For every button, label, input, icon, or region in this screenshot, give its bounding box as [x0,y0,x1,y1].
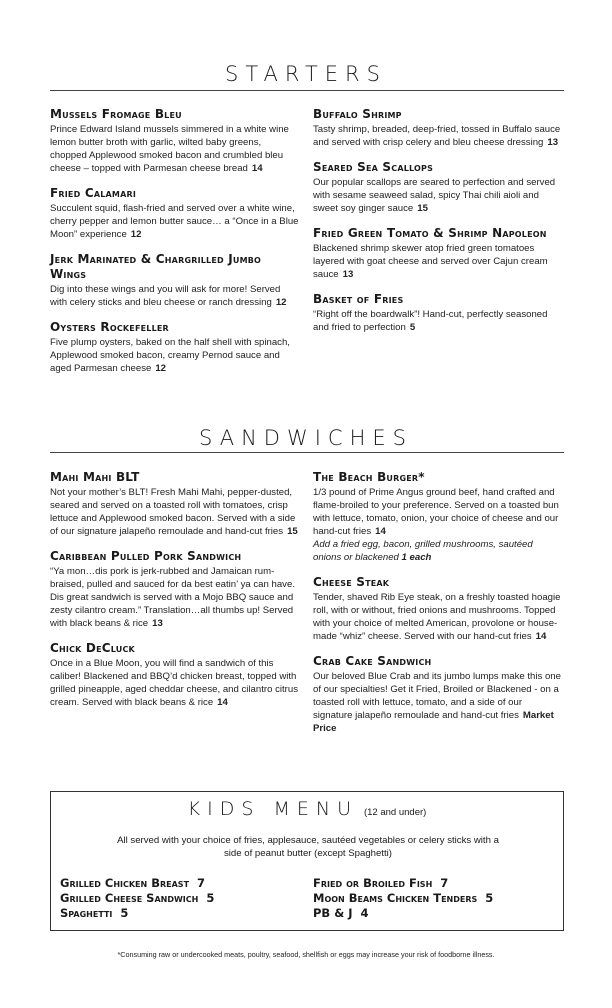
menu-item-description [313,308,563,334]
menu-item-name: Fried Green Tomato & Shrimp Napoleon [313,226,547,240]
kids-item-name: Moon Beams Chicken Tenders [313,891,478,905]
menu-item-price: 13 [152,618,163,629]
kids-menu-title: KIDS MENU [187,798,358,820]
menu-item-desc-text: “Ya mon…dis pork is jerk-rubbed and Jamaican rum-braised, pulled and sauced for da best eatin’ ya can have. Dis great sandwich is served with a Mojo BBQ sauce and zesty cilantro cream.” Translation…all thumbs up! Served with black beans & rice [50,566,295,629]
kids-item-name: Grilled Chicken Breast [60,876,190,890]
kids-item-price: 5 [120,906,129,920]
menu-item-price: 14 [375,526,386,537]
kids-item-name: Fried or Broiled Fish [313,876,433,890]
menu-item-name: Seared Sea Scallops [313,160,434,174]
menu-item [313,226,563,281]
menu-item-desc-text: Prince Edward Island mussels simmered in a white wine lemon butter broth with garlic, wilted baby greens, chopped Applewood smoked bacon and crumbled bleu cheese – topped with Parmesan cheese bread [50,124,289,174]
kids-item-price: 5 [206,891,215,905]
menu-item-description [50,202,300,241]
kids-item-name: Grilled Cheese Sandwich [60,891,199,905]
kids-menu-item [313,891,553,906]
menu-item-price: 14 [535,631,547,642]
kids-item-name: Spaghetti [60,906,113,920]
menu-item-description [50,486,300,538]
menu-item-name: Oysters Rockefeller [50,320,169,334]
menu-item-price: Market Price [313,710,554,734]
menu-item-name: Jerk Marinated & Chargrilled Jumbo Wings [50,252,262,281]
kids-right-column [313,876,553,921]
menu-item-name: Mahi Mahi BLT [50,470,140,484]
menu-item-desc-text: 1/3 pound of Prime Angus ground beef, hand crafted and flame-broiled to your preference. Served on a toasted bun with lettuce, tomato, onion, your choice of cheese and our hand-cut fries [313,487,559,537]
menu-item-desc-text: Dig into these wings and you will ask for more! Served with celery sticks and bleu cheese or ranch dressing [50,284,281,308]
menu-item [50,470,300,538]
kids-menu-intro: All served with your choice of fries, applesauce, sautéed vegetables or celery sticks with a side of peanut butter (except Spaghetti) [117,835,499,859]
menu-item-description [50,336,300,375]
menu-item-price: 12 [155,363,167,374]
menu-item-description [50,565,300,630]
menu-item-name: Mussels Fromage Bleu [50,107,182,121]
kids-left-column [60,876,300,921]
menu-item-name: Cheese Steak [313,575,390,589]
menu-item-desc-text: Blackened shrimp skewer atop fried green tomatoes layered with goat cheese and served over Cajun cream sauce [313,243,548,280]
menu-item-price: 14 [251,163,263,174]
kids-menu-item [60,906,300,921]
menu-item-desc-text: Succulent squid, flash-fried and served over a white wine, cherry pepper and lemon butter sauce… a “Once in a Blue Moon” experience [50,203,299,240]
kids-menu-subtitle: (12 and under) [363,807,427,818]
menu-item [313,160,563,215]
menu-item [313,575,563,643]
menu-item-description [313,123,563,149]
menu-item-price: 15 [417,203,428,214]
sandwiches-right-column [313,470,563,746]
menu-item-name: Basket of Fries [313,292,404,306]
menu-item-price: 13 [547,137,559,148]
sandwiches-divider [50,452,564,453]
menu-item-desc-text: Not your mother’s BLT! Fresh Mahi Mahi, pepper-dusted, seared and served on a toasted roll with tomatoes, crisp lettuce and Applewood smoked bacon. Served with a side of our signature jalapeño remoulade and hand-cut fries [50,487,296,537]
menu-item [313,292,563,334]
menu-item [50,549,300,630]
menu-item [313,107,563,149]
kids-menu-item [60,891,300,906]
menu-item-name: Fried Calamari [50,186,136,200]
menu-item-name: The Beach Burger* [313,470,425,484]
menu-item-addon-price: 1 each [401,552,432,563]
menu-item-description [50,283,300,309]
menu-item-description [313,176,563,215]
menu-item-price: 12 [130,229,142,240]
menu-item-desc-text: Tender, shaved Rib Eye steak, on a freshly toasted hoagie roll, with or without, fried onions and mushrooms. Topped with your choice of melted American, provolone or house-made “whiz” cheese. Served with our hand-cut fries [313,592,561,642]
menu-item [50,107,300,175]
kids-item-name: PB & J [313,906,353,920]
menu-item [50,252,300,309]
menu-item [50,186,300,241]
menu-item-price: 5 [409,322,416,333]
kids-item-price: 7 [197,876,206,890]
sandwiches-heading: SANDWICHES [199,426,413,450]
menu-item-price: 13 [342,269,354,280]
kids-menu-box [50,791,564,931]
menu-item-desc-text: Once in a Blue Moon, you will find a sandwich of this caliber! Blackened and BBQ’d chicken breast, topped with grilled pineapple, aged cheddar cheese, and cilantro citrus cream. Served with black beans & rice [50,658,298,708]
kids-item-price: 5 [485,891,494,905]
menu-item [313,654,563,735]
menu-item-desc-text: Our beloved Blue Crab and its jumbo lumps make this one of our specialties! Get it Fried, Broiled or Blackened - on a toasted roll with lettuce, tomato, and a side of our signature jalapeño remoulade and hand-cut fries [313,671,561,721]
menu-item-name: Chick DeCluck [50,641,135,655]
kids-item-price: 4 [360,906,369,920]
menu-item-desc-text: Our popular scallops are seared to perfection and served with sesame seaweed salad, spicy Thai chili aioli and sweet soy ginger sauce [313,177,556,214]
menu-item-name: Crab Cake Sandwich [313,654,432,668]
menu-item [313,470,563,564]
starters-left-column [50,107,300,386]
sandwiches-left-column [50,470,300,720]
kids-item-price: 7 [440,876,449,890]
starters-heading: STARTERS [225,62,387,86]
menu-item-name: Caribbean Pulled Pork Sandwich [50,549,242,563]
foodborne-illness-footnote: *Consuming raw or undercooked meats, poultry, seafood, shellfish or eggs may increase your risk of foodborne illness. [117,950,495,959]
menu-item-description [313,242,563,281]
menu-item-desc-text: Tasty shrimp, breaded, deep-fried, tossed in Buffalo sauce and served with crisp celery and bleu cheese dressing [313,124,561,148]
menu-item-addon: Add a fried egg, bacon, grilled mushrooms, sautéed onions or blackened [313,539,533,563]
kids-menu-item [313,876,553,891]
menu-item-description [50,123,300,175]
kids-menu-item [313,906,553,921]
menu-item-desc-text: “Right off the boardwalk”! Hand-cut, perfectly seasoned and fried to perfection [313,309,548,333]
kids-menu-item [60,876,300,891]
menu-item-price: 14 [217,697,228,708]
menu-item-price: 15 [287,526,298,537]
menu-item-price: 12 [275,297,287,308]
starters-divider [50,90,564,91]
kids-menu-heading [51,798,563,820]
menu-item-name: Buffalo Shrimp [313,107,402,121]
menu-item-description [313,670,563,735]
menu-item [50,320,300,375]
menu-item-description [50,657,300,709]
starters-right-column [313,107,563,345]
menu-item-description [313,591,563,643]
menu-item-desc-text: Five plump oysters, baked on the half shell with spinach, Applewood smoked bacon, creamy Pernod sauce and aged Parmesan cheese [50,337,290,374]
menu-item-description [313,486,563,564]
menu-item [50,641,300,709]
